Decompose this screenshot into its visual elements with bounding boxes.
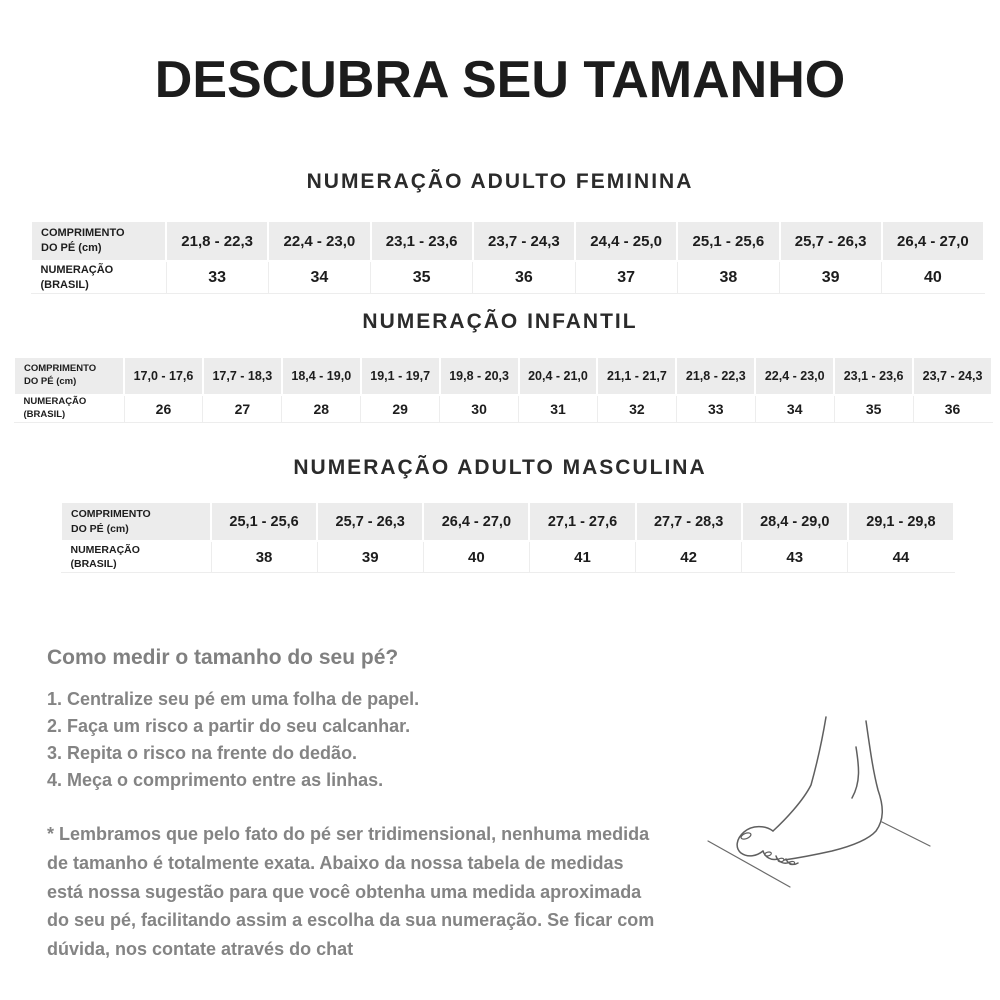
range-cell: 25,1 - 25,6 [211,502,317,541]
size-cell: 30 [440,395,519,423]
size-cell: 40 [882,261,984,294]
table-row [31,261,984,294]
range-cell: 23,7 - 24,3 [473,221,575,261]
table-row [14,395,992,423]
measure-step-2: 2. Faça um risco a partir do seu calcanhar. [47,716,411,736]
range-cell: 23,1 - 23,6 [371,221,473,261]
size-cell: 38 [677,261,779,294]
size-cell: 31 [519,395,598,423]
range-cell: 26,4 - 27,0 [882,221,984,261]
size-cell: 44 [848,541,954,573]
how-to-heading: Como medir o tamanho do seu pé? [47,646,399,669]
size-cell: 34 [268,261,370,294]
measure-step-3: 3. Repita o risco na frente do dedão. [47,743,358,763]
range-cell: 25,7 - 26,3 [780,221,882,261]
range-cell: 25,7 - 26,3 [317,502,423,541]
range-cell: 28,4 - 29,0 [742,502,848,541]
range-cell: 17,7 - 18,3 [203,357,282,395]
range-cell: 18,4 - 19,0 [282,357,361,395]
size-cell: 36 [913,395,992,423]
row-label-foot-length: COMPRIMENTO DO PÉ (cm) [31,221,166,261]
range-cell: 21,8 - 22,3 [676,357,755,395]
size-cell: 43 [742,541,848,573]
measure-step-1: 1. Centralize seu pé em uma folha de papel. [47,689,420,709]
foot-illustration-icon [680,698,980,908]
size-cell: 35 [834,395,913,423]
table-row [61,541,954,573]
section-title-infantil: NUMERAÇÃO INFANTIL [362,310,638,333]
row-label-foot-length: COMPRIMENTO DO PÉ (cm) [61,502,211,541]
row-label-size-brazil: NUMERAÇÃO (BRASIL) [14,395,124,423]
size-table-infantil [13,356,993,423]
disclaimer-note: * Lembramos que pelo fato do pé ser tridimensional, nenhuma medida de tamanho é totalmente exata. Abaixo da nossa tabela de medidas está nossa sugestão para que você obtenha uma medida aproximada do seu pé, facilitando assim a escolha da sua numeração. Se ficar com dúvida, nos contate através do chat [47,824,655,960]
size-cell: 27 [203,395,282,423]
size-cell: 29 [361,395,440,423]
range-cell: 23,7 - 24,3 [913,357,992,395]
size-cell: 42 [636,541,742,573]
size-cell: 36 [473,261,575,294]
size-table-feminina [30,220,985,294]
size-table-masculina [60,501,955,573]
page-title: DESCUBRA SEU TAMANHO [154,51,846,109]
row-label-size-brazil: NUMERAÇÃO (BRASIL) [61,541,211,573]
size-cell: 34 [755,395,834,423]
table-row [14,357,992,395]
size-cell: 40 [423,541,529,573]
range-cell: 29,1 - 29,8 [848,502,954,541]
range-cell: 27,7 - 28,3 [636,502,742,541]
range-cell: 22,4 - 23,0 [268,221,370,261]
size-cell: 28 [282,395,361,423]
measure-step-4: 4. Meça o comprimento entre as linhas. [47,770,384,790]
foot-line-drawing-icon [680,698,980,908]
how-to-measure-section [47,646,662,964]
range-cell: 26,4 - 27,0 [423,502,529,541]
range-cell: 19,8 - 20,3 [440,357,519,395]
range-cell: 21,1 - 21,7 [597,357,676,395]
size-cell: 39 [317,541,423,573]
range-cell: 25,1 - 25,6 [677,221,779,261]
range-cell: 22,4 - 23,0 [755,357,834,395]
range-cell: 23,1 - 23,6 [834,357,913,395]
size-cell: 41 [529,541,635,573]
size-cell: 38 [211,541,317,573]
section-title-feminina: NUMERAÇÃO ADULTO FEMININA [306,170,694,193]
range-cell: 21,8 - 22,3 [166,221,268,261]
size-cell: 33 [676,395,755,423]
section-title-masculina: NUMERAÇÃO ADULTO MASCULINA [293,456,707,479]
range-cell: 17,0 - 17,6 [124,357,203,395]
range-cell: 27,1 - 27,6 [529,502,635,541]
row-label-foot-length: COMPRIMENTO DO PÉ (cm) [14,357,124,395]
row-label-size-brazil: NUMERAÇÃO (BRASIL) [31,261,166,294]
table-row [61,502,954,541]
range-cell: 20,4 - 21,0 [519,357,598,395]
size-cell: 32 [597,395,676,423]
range-cell: 24,4 - 25,0 [575,221,677,261]
size-cell: 37 [575,261,677,294]
table-row [31,221,984,261]
size-cell: 35 [371,261,473,294]
size-cell: 39 [780,261,882,294]
size-cell: 33 [166,261,268,294]
size-cell: 26 [124,395,203,423]
range-cell: 19,1 - 19,7 [361,357,440,395]
